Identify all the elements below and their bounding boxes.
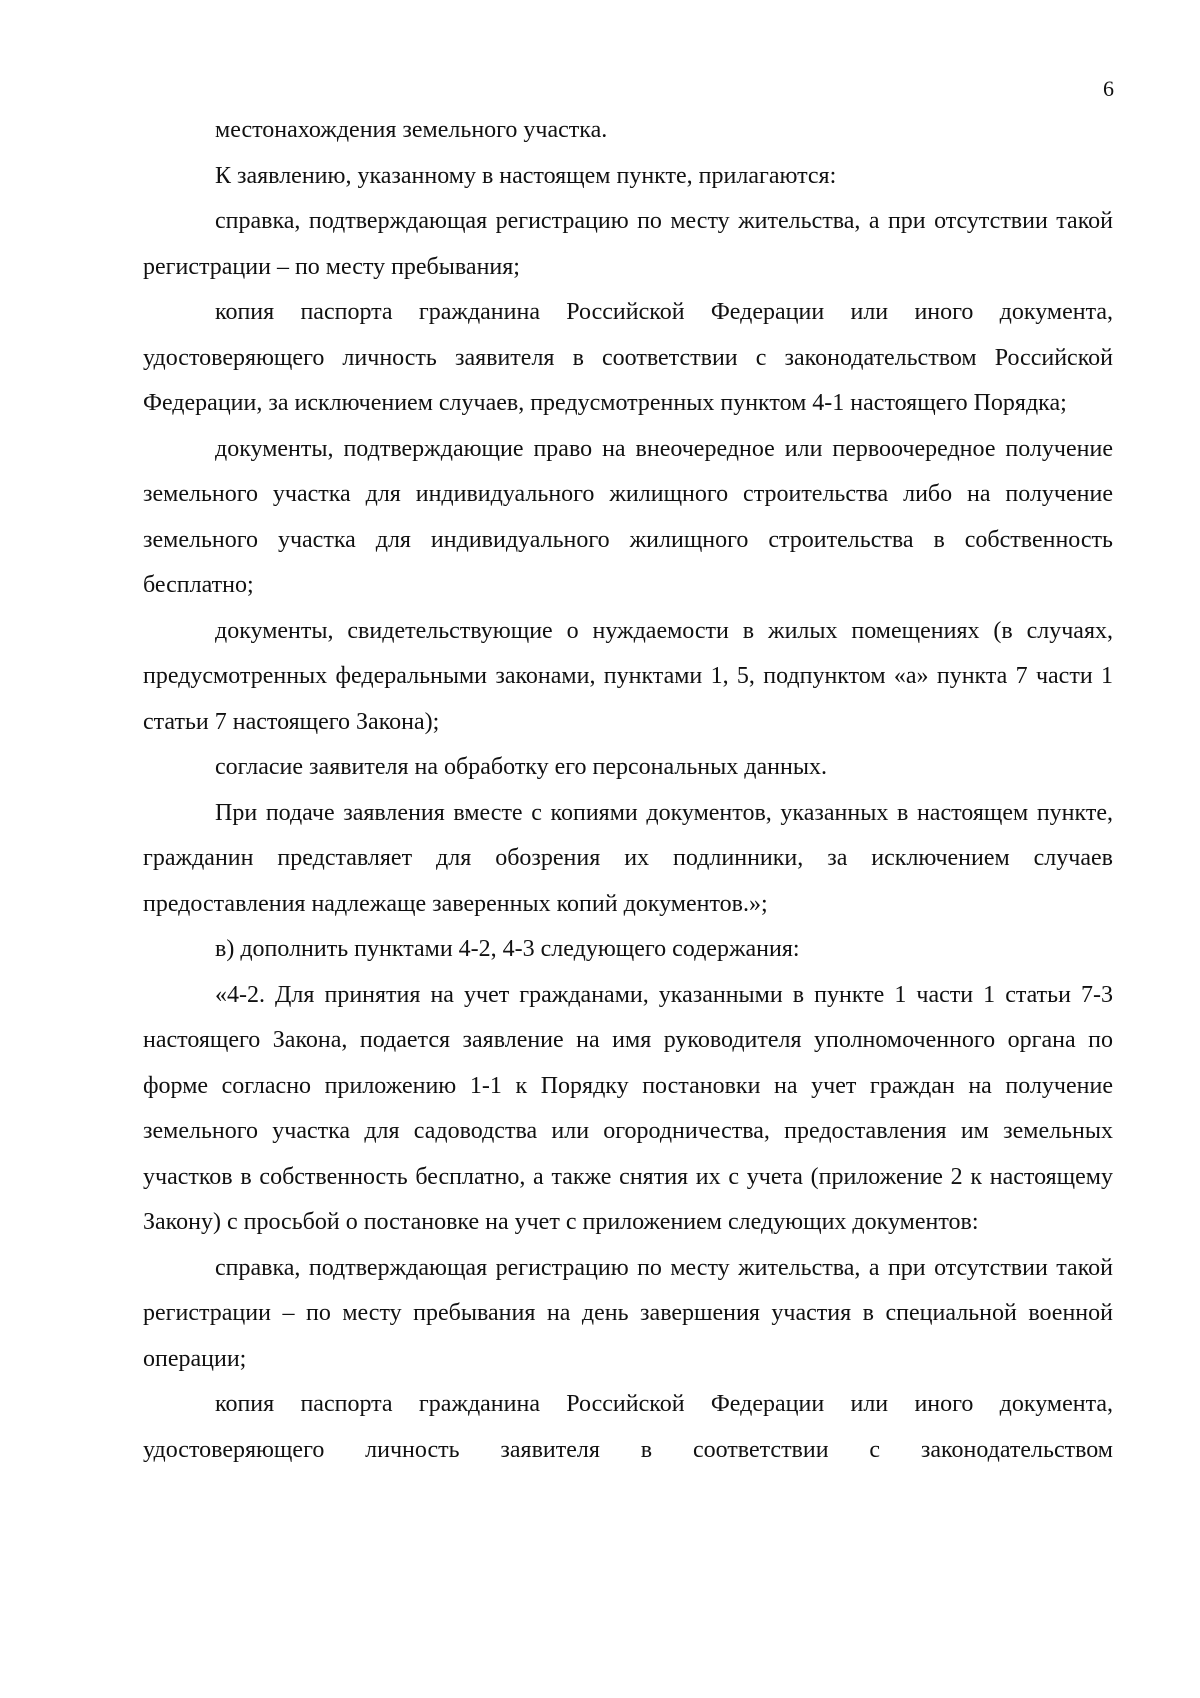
paragraph-personal-data-consent: согласие заявителя на обработку его персональных данных. — [215, 754, 827, 780]
paragraph-priority-documents: документы, подтверждающие право на внеочередное или первоочередное получение земельного участка для индивидуального жилищного строительства либо на получение земельного участка для индивидуального жилищного строительства в собственность бесплатно; — [143, 435, 1113, 598]
paragraph-attachments-intro: К заявлению, указанному в настоящем пункте, прилагаются: — [215, 162, 837, 189]
document-body — [143, 108, 1113, 1473]
paragraph-housing-need-documents: документы, свидетельствующие о нуждаемости в жилых помещениях (в случаях, предусмотренных федеральными законами, пунктами 1, 5, подпунктом «а» пункта 7 части 1 статьи 7 настоящего Закона); — [143, 617, 1113, 735]
page-number: 6 — [1103, 76, 1114, 101]
paragraph-item-4-2: «4-2. Для принятия на учет гражданами, указанными в пункте 1 части 1 статьи 7-3 настоящего Закона, подается заявление на имя руководителя уполномоченного органа по форме согласно приложению 1-1 к Порядку постановки на учет граждан на получение земельного участка для садоводства или огородничества, предоставления им земельных участков в собственность бесплатно, а также снятия их с учета (приложение 2 к настоящему Закону) с просьбой о постановке на учет с приложением следующих документов: — [143, 981, 1113, 1235]
paragraph-originals-presentation: При подаче заявления вместе с копиями документов, указанных в настоящем пункте, гражданин представляет для обозрения их подлинники, за исключением случаев предоставления надлежаще заверенных копий документов.»; — [143, 799, 1113, 917]
paragraph-registration-certificate: справка, подтверждающая регистрацию по месту жительства, а при отсутствии такой регистрации – по месту пребывания; — [143, 208, 1113, 280]
paragraph-passport-copy-continued: копия паспорта гражданина Российской Федерации или иного документа, удостоверяющего личность заявителя в соответствии с законодательством — [143, 1391, 1113, 1463]
paragraph-passport-copy: копия паспорта гражданина Российской Федерации или иного документа, удостоверяющего личность заявителя в соответствии с законодательством Российской Федерации, за исключением случаев, предусмотренных пунктом 4-1 настоящего Порядка; — [143, 299, 1113, 416]
paragraph-registration-certificate-svo: справка, подтверждающая регистрацию по месту жительства, а при отсутствии такой регистрации – по месту пребывания на день завершения участия в специальной военной операции; — [143, 1254, 1113, 1372]
paragraph-amendment-c: в) дополнить пунктами 4-2, 4-3 следующего содержания: — [215, 936, 800, 962]
paragraph-continuation: местонахождения земельного участка. — [215, 117, 608, 143]
